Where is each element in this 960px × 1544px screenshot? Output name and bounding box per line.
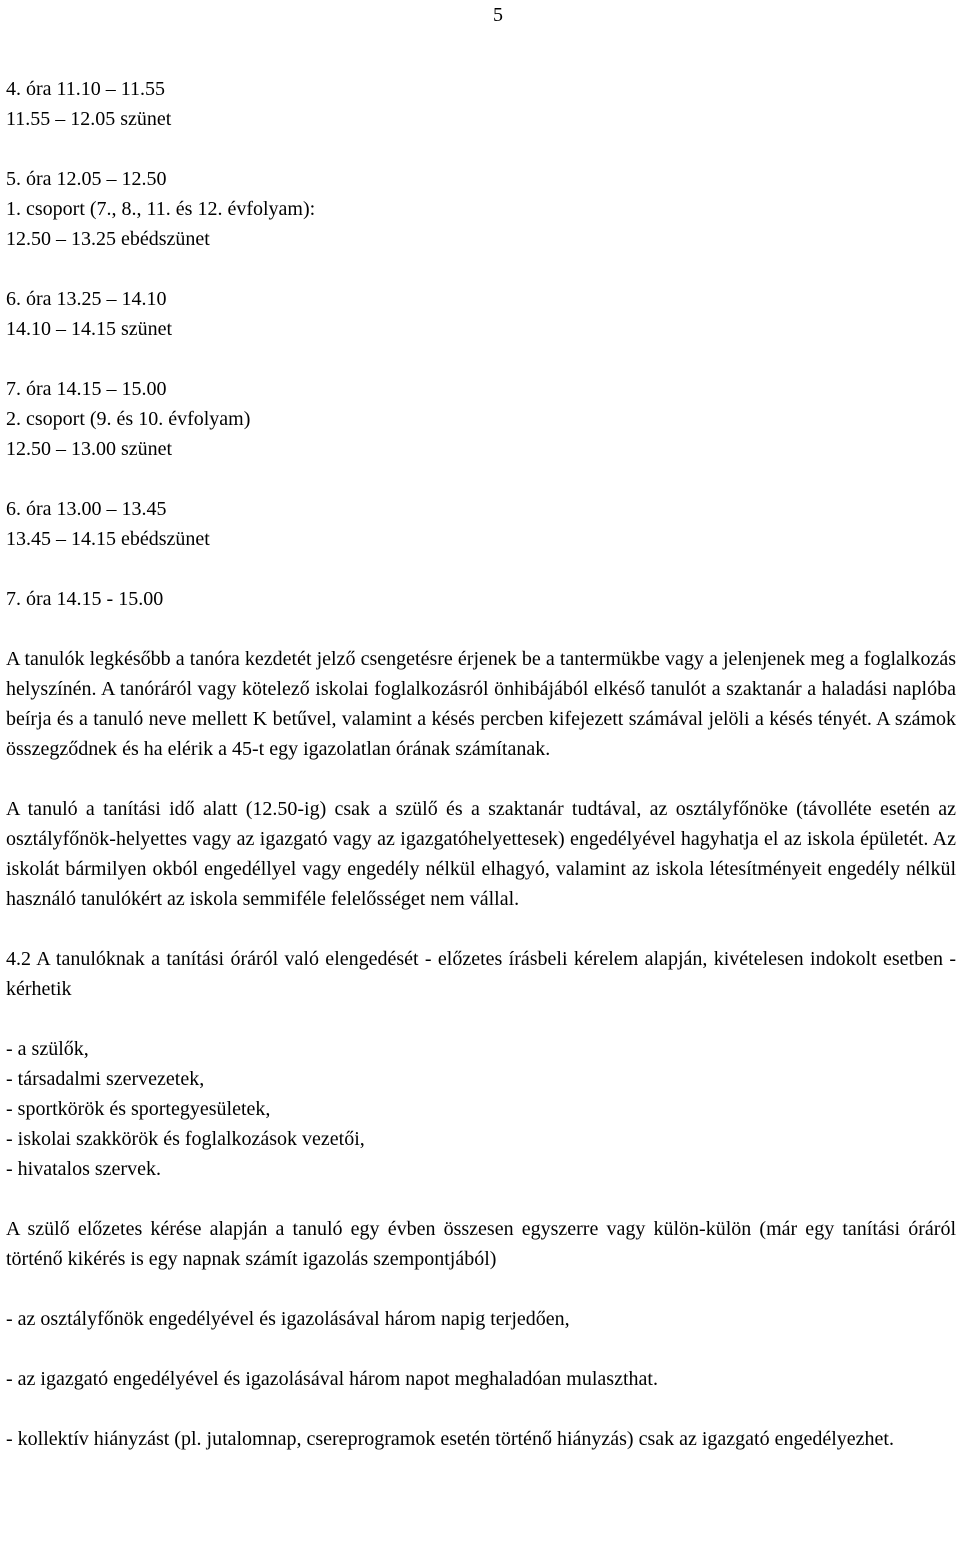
list-item: - a szülők, xyxy=(6,1038,89,1060)
schedule-line: 12.50 – 13.25 ebédszünet xyxy=(6,228,210,250)
spacer xyxy=(6,464,956,494)
paragraph-leaving-school: A tanuló a tanítási idő alatt (12.50-ig) csak a szülő és a szaktanár tudtával, az osztályfőnöke (távolléte esetén az osztályfőnök-helyettes vagy az igazgató vagy az igazgatóhelyettesek) engedélyével hagyhatja el az iskola épületét. Az iskolát bármilyen okból engedéllyel vagy engedély nélkül elhagyó, valamint az iskola létesítményeit engedély nélkül használó tanulókért az iskola semmiféle felelősséget nem vállal. xyxy=(6,798,956,910)
document-body xyxy=(6,74,956,1454)
schedule-line: 2. csoport (9. és 10. évfolyam) xyxy=(6,408,251,430)
schedule-block-3 xyxy=(6,284,956,344)
spacer xyxy=(6,914,956,944)
schedule-line: 12.50 – 13.00 szünet xyxy=(6,438,173,460)
page-number: 5 xyxy=(493,4,503,26)
schedule-block-4 xyxy=(6,374,956,464)
paragraph-lateness: A tanulók legkésőbb a tanóra kezdetét jelző csengetésre érjenek be a tantermükbe vagy a jelenjenek meg a foglalkozás helyszínén. A tanóráról vagy kötelező iskolai foglalkozásról önhibájából elkéső tanulót a szaktanár a haladási naplóba beírja és a tanuló neve mellett K betűvel, valamint a késés percben kifejezett számával jelöli a késés tényét. A számok összegződnek és ha elérik a 45-t egy igazolatlan órának számítanak. xyxy=(6,648,956,760)
schedule-line: 5. óra 12.05 – 12.50 xyxy=(6,168,167,190)
spacer xyxy=(6,764,956,794)
schedule-line: 4. óra 11.10 – 11.55 xyxy=(6,78,166,100)
paragraph-section-4-2: 4.2 A tanulóknak a tanítási óráról való elengedését - előzetes írásbeli kérelem alapján, kivételesen indokolt esetben - kérhetik xyxy=(6,948,956,1000)
schedule-line: 6. óra 13.25 – 14.10 xyxy=(6,288,167,310)
requesters-list xyxy=(6,1034,956,1184)
schedule-line: 14.10 – 14.15 szünet xyxy=(6,318,173,340)
schedule-line: 11.55 – 12.05 szünet xyxy=(6,108,172,130)
list-item-collective-absence: - kollektív hiányzást (pl. jutalomnap, csereprogramok esetén történő hiányzás) csak az igazgató engedélyezhet. xyxy=(6,1428,894,1450)
spacer xyxy=(6,614,956,644)
list-item: - az igazgató engedélyével és igazolásával három napot meghaladóan mulaszthat. xyxy=(6,1368,658,1390)
spacer xyxy=(6,1334,956,1364)
list-item: - az osztályfőnök engedélyével és igazolásával három napig terjedően, xyxy=(6,1308,570,1330)
spacer xyxy=(6,254,956,284)
schedule-block-1 xyxy=(6,74,956,134)
spacer xyxy=(6,1184,956,1214)
spacer xyxy=(6,134,956,164)
schedule-block-2 xyxy=(6,164,956,254)
list-item: - hivatalos szervek. xyxy=(6,1158,161,1180)
schedule-line: 6. óra 13.00 – 13.45 xyxy=(6,498,167,520)
schedule-line: 7. óra 14.15 - 15.00 xyxy=(6,588,164,610)
list-item: - iskolai szakkörök és foglalkozások vezetői, xyxy=(6,1128,365,1150)
schedule-line: 1. csoport (7., 8., 11. és 12. évfolyam): xyxy=(6,198,316,220)
spacer xyxy=(6,1004,956,1034)
spacer xyxy=(6,554,956,584)
list-item: - sportkörök és sportegyesületek, xyxy=(6,1098,271,1120)
paragraph-parent-request: A szülő előzetes kérése alapján a tanuló egy évben összesen egyszerre vagy külön-külön (már egy tanítási óráról történő kikérés is egy napnak számít igazolás szempontjából) xyxy=(6,1218,956,1270)
spacer xyxy=(6,1394,956,1424)
schedule-line: 13.45 – 14.15 ebédszünet xyxy=(6,528,210,550)
schedule-line: 7. óra 14.15 – 15.00 xyxy=(6,378,167,400)
list-item: - társadalmi szervezetek, xyxy=(6,1068,205,1090)
schedule-block-6 xyxy=(6,584,956,614)
spacer xyxy=(6,344,956,374)
spacer xyxy=(6,1274,956,1304)
schedule-block-5 xyxy=(6,494,956,554)
